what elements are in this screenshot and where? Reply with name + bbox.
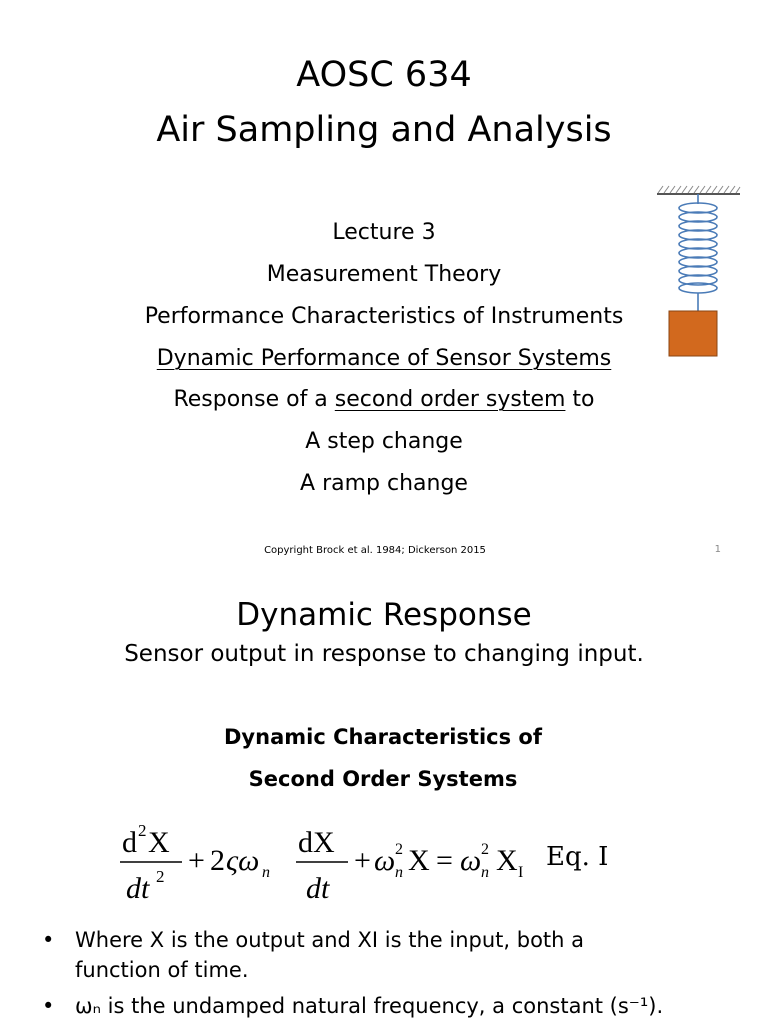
response-suffix: to — [565, 387, 595, 412]
svg-text:n: n — [395, 864, 403, 881]
svg-text:X: X — [408, 844, 430, 877]
svg-text:=: = — [436, 844, 453, 877]
svg-text:dt: dt — [306, 872, 330, 905]
subtopic-theory: Measurement Theory — [266, 262, 502, 287]
spring-mass-illustration — [650, 182, 746, 362]
equation-label: Eq. I — [546, 842, 609, 872]
svg-text:ω: ω — [460, 844, 482, 877]
section-heading-line2: Second Order Systems — [248, 767, 518, 791]
second-order-link: second order system — [334, 387, 566, 412]
svg-text:I: I — [518, 864, 524, 881]
subtopic-dynamic-text: Dynamic Performance of Sensor Systems — [156, 346, 612, 371]
ceiling-hatch — [657, 186, 740, 194]
svg-text:n: n — [481, 864, 489, 881]
subtopic-performance: Performance Characteristics of Instruments — [144, 304, 624, 329]
lecture-number: Lecture 3 — [332, 220, 436, 245]
slide-title-name: Air Sampling and Analysis — [156, 110, 612, 150]
bullet-dot-icon: • — [42, 928, 55, 952]
slide-2-title: Dynamic Response — [236, 597, 532, 633]
slide-2 — [0, 576, 768, 1024]
svg-text:ςω: ςω — [226, 844, 260, 877]
svg-text:dX: dX — [298, 826, 335, 859]
slide-title-course: AOSC 634 — [296, 55, 472, 95]
spring-coil — [679, 194, 717, 311]
svg-text:+: + — [188, 844, 205, 877]
subtopic-response — [0, 386, 768, 414]
bullet-line: ωₙ is the undamped natural frequency, a constant (s⁻¹). — [75, 994, 664, 1018]
svg-text:ω: ω — [374, 844, 396, 877]
svg-text:2: 2 — [156, 867, 165, 886]
svg-text:X: X — [148, 826, 170, 859]
svg-text:dt: dt — [126, 872, 150, 905]
bullet-line: function of time. — [75, 958, 249, 982]
svg-text:2: 2 — [481, 841, 489, 858]
svg-text:2: 2 — [138, 821, 147, 840]
svg-text:n: n — [262, 864, 270, 881]
page-number: 1 — [714, 544, 721, 555]
bullet-item — [42, 991, 742, 1021]
svg-text:2: 2 — [210, 844, 225, 877]
svg-text:X: X — [496, 844, 518, 877]
subtopic-step: A step change — [305, 429, 463, 454]
copyright-note: Copyright Brock et al. 1984; Dickerson 2015 — [264, 545, 486, 556]
bullet-list — [42, 925, 742, 1027]
response-prefix: Response of a — [173, 387, 335, 412]
slide-2-subtitle: Sensor output in response to changing input. — [124, 641, 644, 667]
section-heading-line1: Dynamic Characteristics of — [224, 725, 542, 749]
subtopic-ramp: A ramp change — [300, 471, 468, 496]
svg-text:d: d — [122, 826, 137, 859]
bullet-item — [42, 925, 742, 985]
mass-block — [669, 311, 717, 356]
svg-text:+: + — [354, 844, 371, 877]
bullet-dot-icon: • — [42, 994, 55, 1018]
svg-text:2: 2 — [395, 841, 403, 858]
bullet-line: Where X is the output and XI is the input, both a — [75, 928, 585, 952]
